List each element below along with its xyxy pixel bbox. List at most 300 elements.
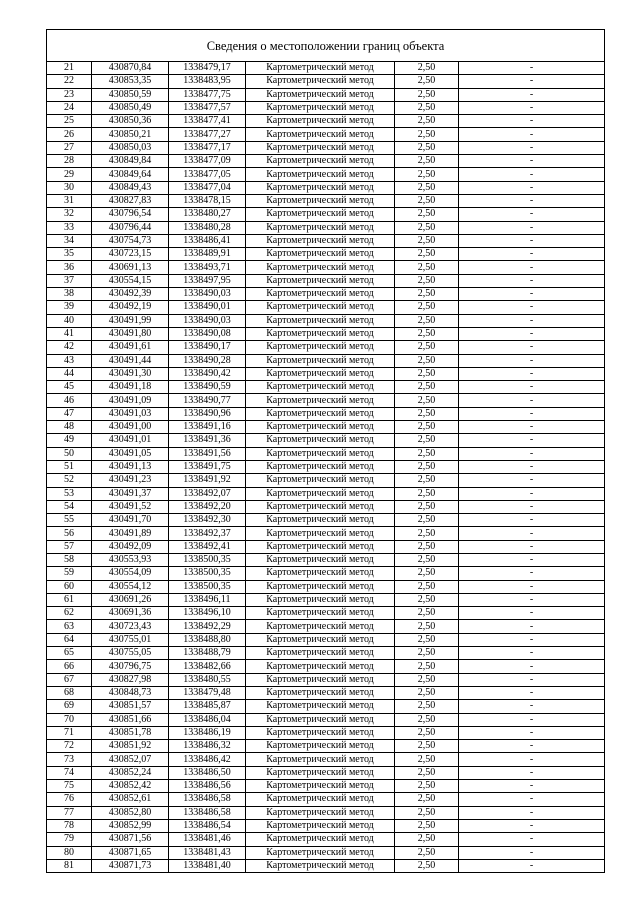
method-cell: Картометрический метод — [246, 527, 395, 540]
method-cell: Картометрический метод — [246, 221, 395, 234]
x-coordinate-cell: 430691,26 — [92, 593, 169, 606]
method-cell: Картометрический метод — [246, 88, 395, 101]
y-coordinate-cell: 1338491,36 — [169, 434, 246, 447]
method-cell: Картометрический метод — [246, 168, 395, 181]
point-number-cell: 51 — [47, 460, 92, 473]
y-coordinate-cell: 1338488,80 — [169, 633, 246, 646]
note-cell: - — [459, 460, 605, 473]
point-number-cell: 69 — [47, 700, 92, 713]
y-coordinate-cell: 1338477,75 — [169, 88, 246, 101]
note-cell: - — [459, 833, 605, 846]
point-number-cell: 55 — [47, 514, 92, 527]
accuracy-cell: 2,50 — [395, 75, 459, 88]
note-cell: - — [459, 341, 605, 354]
point-number-cell: 58 — [47, 553, 92, 566]
note-cell: - — [459, 354, 605, 367]
note-cell: - — [459, 673, 605, 686]
point-number-cell: 77 — [47, 806, 92, 819]
point-number-cell: 64 — [47, 633, 92, 646]
x-coordinate-cell: 430491,01 — [92, 434, 169, 447]
accuracy-cell: 2,50 — [395, 88, 459, 101]
point-number-cell: 28 — [47, 155, 92, 168]
point-number-cell: 31 — [47, 194, 92, 207]
x-coordinate-cell: 430852,07 — [92, 753, 169, 766]
x-coordinate-cell: 430491,18 — [92, 381, 169, 394]
note-cell: - — [459, 62, 605, 75]
point-number-cell: 29 — [47, 168, 92, 181]
method-cell: Картометрический метод — [246, 141, 395, 154]
accuracy-cell: 2,50 — [395, 806, 459, 819]
point-number-cell: 54 — [47, 500, 92, 513]
point-number-cell: 80 — [47, 846, 92, 859]
point-number-cell: 50 — [47, 447, 92, 460]
method-cell: Картометрический метод — [246, 434, 395, 447]
method-cell: Картометрический метод — [246, 394, 395, 407]
point-number-cell: 63 — [47, 620, 92, 633]
table-row — [47, 474, 604, 487]
note-cell: - — [459, 141, 605, 154]
accuracy-cell: 2,50 — [395, 686, 459, 699]
document-title: Сведения о местоположении границ объекта — [47, 30, 604, 62]
x-coordinate-cell: 430491,99 — [92, 314, 169, 327]
y-coordinate-cell: 1338490,96 — [169, 407, 246, 420]
y-coordinate-cell: 1338500,35 — [169, 580, 246, 593]
y-coordinate-cell: 1338490,17 — [169, 341, 246, 354]
x-coordinate-cell: 430491,80 — [92, 327, 169, 340]
accuracy-cell: 2,50 — [395, 673, 459, 686]
y-coordinate-cell: 1338486,41 — [169, 234, 246, 247]
y-coordinate-cell: 1338477,04 — [169, 181, 246, 194]
x-coordinate-cell: 430755,05 — [92, 647, 169, 660]
accuracy-cell: 2,50 — [395, 261, 459, 274]
method-cell: Картометрический метод — [246, 274, 395, 287]
point-number-cell: 25 — [47, 115, 92, 128]
accuracy-cell: 2,50 — [395, 394, 459, 407]
method-cell: Картометрический метод — [246, 181, 395, 194]
table-row — [47, 780, 604, 793]
note-cell: - — [459, 660, 605, 673]
point-number-cell: 57 — [47, 540, 92, 553]
x-coordinate-cell: 430723,15 — [92, 248, 169, 261]
x-coordinate-cell: 430492,19 — [92, 301, 169, 314]
method-cell: Картометрический метод — [246, 208, 395, 221]
boundary-table-frame — [46, 29, 605, 873]
y-coordinate-cell: 1338477,09 — [169, 155, 246, 168]
method-cell: Картометрический метод — [246, 194, 395, 207]
x-coordinate-cell: 430491,89 — [92, 527, 169, 540]
accuracy-cell: 2,50 — [395, 155, 459, 168]
method-cell: Картометрический метод — [246, 248, 395, 261]
note-cell: - — [459, 75, 605, 88]
point-number-cell: 30 — [47, 181, 92, 194]
y-coordinate-cell: 1338479,17 — [169, 62, 246, 75]
method-cell: Картометрический метод — [246, 75, 395, 88]
accuracy-cell: 2,50 — [395, 194, 459, 207]
method-cell: Картометрический метод — [246, 128, 395, 141]
x-coordinate-cell: 430851,92 — [92, 740, 169, 753]
method-cell: Картометрический метод — [246, 381, 395, 394]
table-row — [47, 660, 604, 673]
y-coordinate-cell: 1338486,50 — [169, 766, 246, 779]
accuracy-cell: 2,50 — [395, 128, 459, 141]
point-number-cell: 67 — [47, 673, 92, 686]
accuracy-cell: 2,50 — [395, 567, 459, 580]
y-coordinate-cell: 1338490,28 — [169, 354, 246, 367]
point-number-cell: 32 — [47, 208, 92, 221]
table-row — [47, 607, 604, 620]
point-number-cell: 72 — [47, 740, 92, 753]
point-number-cell: 21 — [47, 62, 92, 75]
x-coordinate-cell: 430554,15 — [92, 274, 169, 287]
point-number-cell: 33 — [47, 221, 92, 234]
table-row — [47, 540, 604, 553]
note-cell: - — [459, 407, 605, 420]
note-cell: - — [459, 819, 605, 832]
accuracy-cell: 2,50 — [395, 314, 459, 327]
y-coordinate-cell: 1338477,17 — [169, 141, 246, 154]
table-row — [47, 181, 604, 194]
note-cell: - — [459, 248, 605, 261]
note-cell: - — [459, 527, 605, 540]
x-coordinate-cell: 430852,99 — [92, 819, 169, 832]
x-coordinate-cell: 430491,52 — [92, 500, 169, 513]
x-coordinate-cell: 430796,44 — [92, 221, 169, 234]
x-coordinate-cell: 430755,01 — [92, 633, 169, 646]
table-row — [47, 194, 604, 207]
method-cell: Картометрический метод — [246, 753, 395, 766]
note-cell: - — [459, 314, 605, 327]
point-number-cell: 65 — [47, 647, 92, 660]
point-number-cell: 56 — [47, 527, 92, 540]
y-coordinate-cell: 1338486,32 — [169, 740, 246, 753]
x-coordinate-cell: 430491,37 — [92, 487, 169, 500]
point-number-cell: 47 — [47, 407, 92, 420]
y-coordinate-cell: 1338480,55 — [169, 673, 246, 686]
x-coordinate-cell: 430691,36 — [92, 607, 169, 620]
x-coordinate-cell: 430796,54 — [92, 208, 169, 221]
y-coordinate-cell: 1338477,41 — [169, 115, 246, 128]
y-coordinate-cell: 1338492,41 — [169, 540, 246, 553]
table-row — [47, 686, 604, 699]
point-number-cell: 26 — [47, 128, 92, 141]
x-coordinate-cell: 430491,03 — [92, 407, 169, 420]
x-coordinate-cell: 430827,83 — [92, 194, 169, 207]
accuracy-cell: 2,50 — [395, 527, 459, 540]
table-row — [47, 75, 604, 88]
x-coordinate-cell: 430849,64 — [92, 168, 169, 181]
accuracy-cell: 2,50 — [395, 434, 459, 447]
accuracy-cell: 2,50 — [395, 620, 459, 633]
point-number-cell: 60 — [47, 580, 92, 593]
method-cell: Картометрический метод — [246, 288, 395, 301]
table-row — [47, 115, 604, 128]
x-coordinate-cell: 430849,84 — [92, 155, 169, 168]
y-coordinate-cell: 1338490,03 — [169, 314, 246, 327]
table-row — [47, 274, 604, 287]
table-row — [47, 421, 604, 434]
accuracy-cell: 2,50 — [395, 647, 459, 660]
y-coordinate-cell: 1338496,10 — [169, 607, 246, 620]
accuracy-cell: 2,50 — [395, 274, 459, 287]
table-row — [47, 567, 604, 580]
accuracy-cell: 2,50 — [395, 354, 459, 367]
x-coordinate-cell: 430853,35 — [92, 75, 169, 88]
note-cell: - — [459, 740, 605, 753]
note-cell: - — [459, 806, 605, 819]
x-coordinate-cell: 430492,39 — [92, 288, 169, 301]
x-coordinate-cell: 430827,98 — [92, 673, 169, 686]
accuracy-cell: 2,50 — [395, 540, 459, 553]
accuracy-cell: 2,50 — [395, 819, 459, 832]
note-cell: - — [459, 487, 605, 500]
x-coordinate-cell: 430851,57 — [92, 700, 169, 713]
table-row — [47, 141, 604, 154]
method-cell: Картометрический метод — [246, 633, 395, 646]
table-row — [47, 500, 604, 513]
x-coordinate-cell: 430491,05 — [92, 447, 169, 460]
method-cell: Картометрический метод — [246, 447, 395, 460]
accuracy-cell: 2,50 — [395, 633, 459, 646]
point-number-cell: 78 — [47, 819, 92, 832]
y-coordinate-cell: 1338483,95 — [169, 75, 246, 88]
accuracy-cell: 2,50 — [395, 780, 459, 793]
accuracy-cell: 2,50 — [395, 700, 459, 713]
table-row — [47, 62, 604, 75]
method-cell: Картометрический метод — [246, 460, 395, 473]
note-cell: - — [459, 766, 605, 779]
method-cell: Картометрический метод — [246, 726, 395, 739]
x-coordinate-cell: 430491,70 — [92, 514, 169, 527]
table-row — [47, 248, 604, 261]
point-number-cell: 62 — [47, 607, 92, 620]
y-coordinate-cell: 1338477,57 — [169, 101, 246, 114]
accuracy-cell: 2,50 — [395, 141, 459, 154]
note-cell: - — [459, 288, 605, 301]
y-coordinate-cell: 1338493,71 — [169, 261, 246, 274]
method-cell: Картометрический метод — [246, 713, 395, 726]
table-row — [47, 700, 604, 713]
table-row — [47, 460, 604, 473]
point-number-cell: 71 — [47, 726, 92, 739]
note-cell: - — [459, 474, 605, 487]
x-coordinate-cell: 430851,66 — [92, 713, 169, 726]
x-coordinate-cell: 430852,24 — [92, 766, 169, 779]
point-number-cell: 27 — [47, 141, 92, 154]
accuracy-cell: 2,50 — [395, 301, 459, 314]
table-row — [47, 633, 604, 646]
point-number-cell: 46 — [47, 394, 92, 407]
point-number-cell: 76 — [47, 793, 92, 806]
note-cell: - — [459, 500, 605, 513]
accuracy-cell: 2,50 — [395, 553, 459, 566]
x-coordinate-cell: 430553,93 — [92, 553, 169, 566]
method-cell: Картометрический метод — [246, 234, 395, 247]
table-row — [47, 394, 604, 407]
method-cell: Картометрический метод — [246, 660, 395, 673]
point-number-cell: 42 — [47, 341, 92, 354]
method-cell: Картометрический метод — [246, 607, 395, 620]
x-coordinate-cell: 430492,09 — [92, 540, 169, 553]
note-cell: - — [459, 753, 605, 766]
note-cell: - — [459, 514, 605, 527]
y-coordinate-cell: 1338479,48 — [169, 686, 246, 699]
table-row — [47, 846, 604, 859]
table-row — [47, 168, 604, 181]
method-cell: Картометрический метод — [246, 593, 395, 606]
y-coordinate-cell: 1338477,05 — [169, 168, 246, 181]
method-cell: Картометрический метод — [246, 793, 395, 806]
point-number-cell: 73 — [47, 753, 92, 766]
note-cell: - — [459, 593, 605, 606]
table-row — [47, 341, 604, 354]
x-coordinate-cell: 430848,73 — [92, 686, 169, 699]
y-coordinate-cell: 1338486,19 — [169, 726, 246, 739]
table-row — [47, 434, 604, 447]
note-cell: - — [459, 859, 605, 872]
note-cell: - — [459, 168, 605, 181]
table-row — [47, 553, 604, 566]
accuracy-cell: 2,50 — [395, 181, 459, 194]
y-coordinate-cell: 1338481,46 — [169, 833, 246, 846]
note-cell: - — [459, 540, 605, 553]
x-coordinate-cell: 430491,61 — [92, 341, 169, 354]
table-row — [47, 367, 604, 380]
method-cell: Картометрический метод — [246, 806, 395, 819]
point-number-cell: 22 — [47, 75, 92, 88]
accuracy-cell: 2,50 — [395, 367, 459, 380]
table-row — [47, 327, 604, 340]
accuracy-cell: 2,50 — [395, 221, 459, 234]
accuracy-cell: 2,50 — [395, 341, 459, 354]
method-cell: Картометрический метод — [246, 580, 395, 593]
x-coordinate-cell: 430852,80 — [92, 806, 169, 819]
method-cell: Картометрический метод — [246, 673, 395, 686]
method-cell: Картометрический метод — [246, 740, 395, 753]
method-cell: Картометрический метод — [246, 115, 395, 128]
point-number-cell: 75 — [47, 780, 92, 793]
x-coordinate-cell: 430491,44 — [92, 354, 169, 367]
accuracy-cell: 2,50 — [395, 713, 459, 726]
method-cell: Картометрический метод — [246, 155, 395, 168]
point-number-cell: 36 — [47, 261, 92, 274]
note-cell: - — [459, 434, 605, 447]
table-row — [47, 155, 604, 168]
table-row — [47, 128, 604, 141]
point-number-cell: 74 — [47, 766, 92, 779]
y-coordinate-cell: 1338492,30 — [169, 514, 246, 527]
table-row — [47, 806, 604, 819]
method-cell: Картометрический метод — [246, 567, 395, 580]
method-cell: Картометрический метод — [246, 553, 395, 566]
method-cell: Картометрический метод — [246, 62, 395, 75]
table-row — [47, 487, 604, 500]
method-cell: Картометрический метод — [246, 314, 395, 327]
note-cell: - — [459, 208, 605, 221]
point-number-cell: 24 — [47, 101, 92, 114]
accuracy-cell: 2,50 — [395, 447, 459, 460]
accuracy-cell: 2,50 — [395, 487, 459, 500]
table-row — [47, 766, 604, 779]
method-cell: Картометрический метод — [246, 101, 395, 114]
y-coordinate-cell: 1338480,27 — [169, 208, 246, 221]
table-row — [47, 381, 604, 394]
method-cell: Картометрический метод — [246, 474, 395, 487]
note-cell: - — [459, 234, 605, 247]
accuracy-cell: 2,50 — [395, 514, 459, 527]
y-coordinate-cell: 1338490,77 — [169, 394, 246, 407]
point-number-cell: 40 — [47, 314, 92, 327]
boundary-coordinates-table — [47, 62, 604, 872]
y-coordinate-cell: 1338491,16 — [169, 421, 246, 434]
table-row — [47, 527, 604, 540]
table-row — [47, 580, 604, 593]
accuracy-cell: 2,50 — [395, 607, 459, 620]
note-cell: - — [459, 301, 605, 314]
y-coordinate-cell: 1338477,27 — [169, 128, 246, 141]
x-coordinate-cell: 430852,61 — [92, 793, 169, 806]
table-row — [47, 221, 604, 234]
note-cell: - — [459, 726, 605, 739]
x-coordinate-cell: 430491,09 — [92, 394, 169, 407]
y-coordinate-cell: 1338482,66 — [169, 660, 246, 673]
x-coordinate-cell: 430871,56 — [92, 833, 169, 846]
table-row — [47, 713, 604, 726]
note-cell: - — [459, 367, 605, 380]
accuracy-cell: 2,50 — [395, 234, 459, 247]
note-cell: - — [459, 327, 605, 340]
method-cell: Картометрический метод — [246, 341, 395, 354]
note-cell: - — [459, 700, 605, 713]
method-cell: Картометрический метод — [246, 421, 395, 434]
method-cell: Картометрический метод — [246, 700, 395, 713]
method-cell: Картометрический метод — [246, 859, 395, 872]
table-row — [47, 859, 604, 872]
table-row — [47, 833, 604, 846]
table-row — [47, 793, 604, 806]
y-coordinate-cell: 1338486,42 — [169, 753, 246, 766]
accuracy-cell: 2,50 — [395, 327, 459, 340]
accuracy-cell: 2,50 — [395, 793, 459, 806]
accuracy-cell: 2,50 — [395, 833, 459, 846]
method-cell: Картометрический метод — [246, 819, 395, 832]
x-coordinate-cell: 430850,36 — [92, 115, 169, 128]
point-number-cell: 38 — [47, 288, 92, 301]
y-coordinate-cell: 1338500,35 — [169, 553, 246, 566]
note-cell: - — [459, 101, 605, 114]
note-cell: - — [459, 221, 605, 234]
y-coordinate-cell: 1338488,79 — [169, 647, 246, 660]
accuracy-cell: 2,50 — [395, 168, 459, 181]
y-coordinate-cell: 1338491,56 — [169, 447, 246, 460]
method-cell: Картометрический метод — [246, 780, 395, 793]
point-number-cell: 44 — [47, 367, 92, 380]
point-number-cell: 43 — [47, 354, 92, 367]
y-coordinate-cell: 1338480,28 — [169, 221, 246, 234]
accuracy-cell: 2,50 — [395, 593, 459, 606]
note-cell: - — [459, 620, 605, 633]
note-cell: - — [459, 447, 605, 460]
x-coordinate-cell: 430554,09 — [92, 567, 169, 580]
note-cell: - — [459, 633, 605, 646]
x-coordinate-cell: 430871,65 — [92, 846, 169, 859]
accuracy-cell: 2,50 — [395, 407, 459, 420]
table-row — [47, 726, 604, 739]
y-coordinate-cell: 1338485,87 — [169, 700, 246, 713]
note-cell: - — [459, 780, 605, 793]
method-cell: Картометрический метод — [246, 647, 395, 660]
accuracy-cell: 2,50 — [395, 288, 459, 301]
y-coordinate-cell: 1338492,29 — [169, 620, 246, 633]
